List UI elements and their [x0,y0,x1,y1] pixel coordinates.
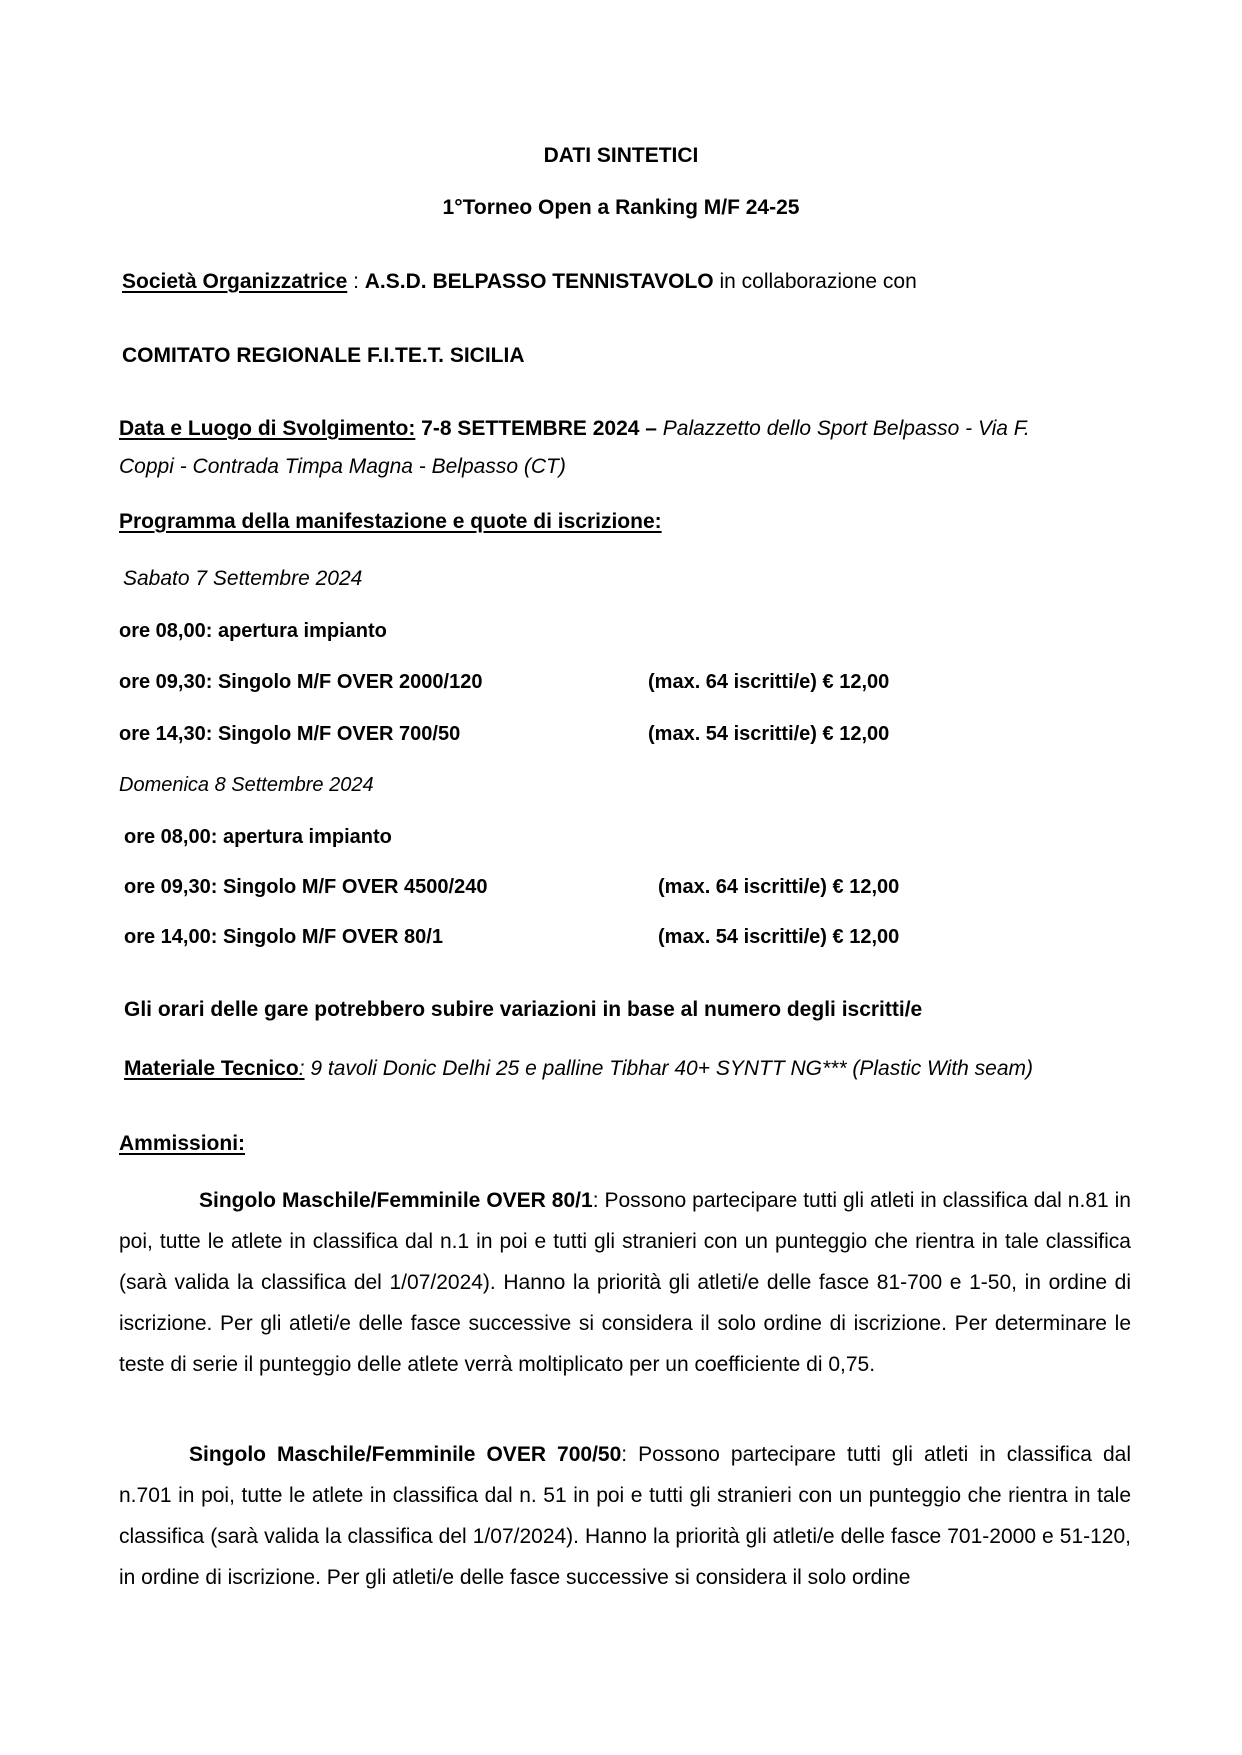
sunday-opening: ore 08,00: apertura impianto [124,826,392,848]
saturday-opening: ore 08,00: apertura impianto [119,620,387,642]
admission-paragraph-2 [119,1434,1131,1598]
sunday-event-2-limit: (max. 54 iscritti/e) € 12,00 [658,926,900,948]
material-label: Materiale Tecnico [124,1057,299,1080]
venue-dash: – [639,417,663,440]
admission-2-body: : Possono partecipare tutti gli atleti in classifica dal n.701 in poi, tutte le atlete in classifica dal n. 51 in poi e tutti gli stranieri con un punteggio che rientra in tale classifica (sarà valida la classifica del 1/07/2024). Hanno la priorità gli atleti/e delle fasce 701-2000 e 51-120, in ordine di iscrizione. Per gli atleti/e delle fasce successive si considera il solo ordine [119,1443,1131,1589]
admission-1-title: Singolo Maschile/Femminile OVER 80/1 [199,1189,593,1212]
organizer-collab: in collaborazione con [713,270,917,293]
venue-label: Data e Luogo di Svolgimento: [119,417,416,440]
venue-place-1: Palazzetto dello Sport Belpasso - Via F. [662,417,1030,440]
material-text: 9 tavoli Donic Delhi 25 e palline Tibhar 40+ SYNTT NG*** (Plastic With seam) [304,1057,1034,1080]
schedule-note: Gli orari delle gare potrebbero subire variazioni in base al numero degli iscritti/e [124,998,923,1021]
venue-line-1 [119,416,1030,442]
document-title: DATI SINTETICI [543,144,699,167]
document-subtitle: 1°Torneo Open a Ranking M/F 24-25 [442,196,800,219]
program-heading: Programma della manifestazione e quote di iscrizione: [119,510,662,533]
admission-paragraph-1 [119,1180,1131,1385]
material-line [124,1056,1033,1082]
organizer-line [122,269,917,295]
saturday-date: Sabato 7 Settembre 2024 [123,567,363,590]
sunday-event-1: ore 09,30: Singolo M/F OVER 4500/240 [124,876,488,898]
saturday-event-2-limit: (max. 54 iscritti/e) € 12,00 [648,723,890,745]
organizer-label: Società Organizzatrice [122,270,348,293]
saturday-event-1: ore 09,30: Singolo M/F OVER 2000/120 [119,671,483,693]
admission-2-title: Singolo Maschile/Femminile OVER 700/50 [189,1443,622,1466]
admissions-heading: Ammissioni: [119,1132,246,1155]
organizer-name: A.S.D. BELPASSO TENNISTAVOLO [364,270,714,293]
sunday-date: Domenica 8 Settembre 2024 [119,774,374,796]
venue-place-2: Coppi - Contrada Timpa Magna - Belpasso (CT) [119,455,566,478]
venue-dates: 7-8 SETTEMBRE 2024 [415,417,640,440]
saturday-event-2: ore 14,30: Singolo M/F OVER 700/50 [119,723,461,745]
sunday-event-2: ore 14,00: Singolo M/F OVER 80/1 [124,926,443,948]
sunday-event-1-limit: (max. 64 iscritti/e) € 12,00 [658,876,900,898]
organizer-sep: : [347,270,365,293]
material-colon: : [298,1057,305,1080]
organizer-committee: COMITATO REGIONALE F.I.TE.T. SICILIA [122,344,525,367]
saturday-event-1-limit: (max. 64 iscritti/e) € 12,00 [648,671,890,693]
admission-1-body: : Possono partecipare tutti gli atleti in classifica dal n.81 in poi, tutte le atlete in classifica dal n.1 in poi e tutti gli stranieri con un punteggio che rientra in tale classifica (sarà valida la classifica del 1/07/2024). Hanno la priorità gli atleti/e delle fasce 81-700 e 1-50, in ordine di iscrizione. Per gli atleti/e delle fasce successive si considera il solo ordine di iscrizione. Per determinare le teste di serie il punteggio delle atlete verrà moltiplicato per un coefficiente di 0,75. [119,1189,1131,1376]
